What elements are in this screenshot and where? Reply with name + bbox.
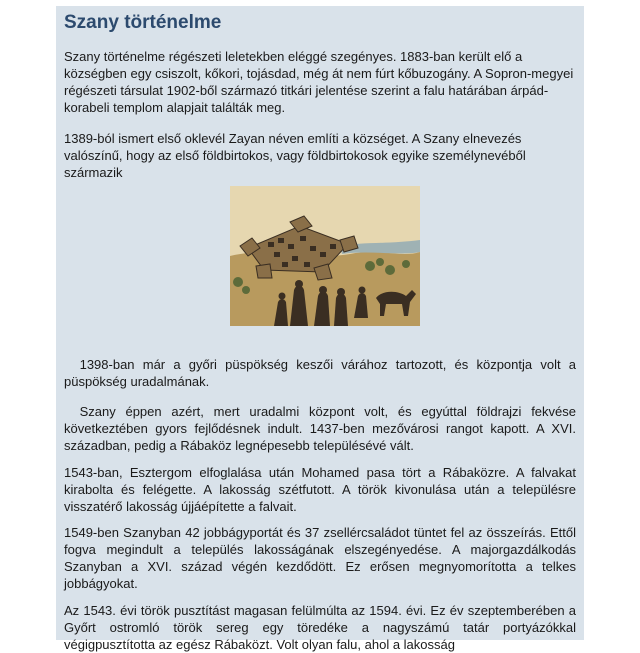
page-content <box>56 6 584 652</box>
paragraph-ottoman-raid-1543: 1543-ban, Esztergom elfoglalása után Mohamed pasa tört a Rábaközre. A falvakat kirabolta és felégette. A lakosság szétfutott. A török kivonulása után a településre visszatérő lakosság újjáépítette a falvait. <box>64 465 576 514</box>
page-title: Szany történelme <box>64 12 222 33</box>
paragraph-first-charter: 1389-ból ismert első oklevél Zayan néven említi a községet. A Szany elnevezés valószínű, hogy az első földbirtokos, vagy földbirtokosok egyike személynevéből származik <box>64 131 526 180</box>
paragraph-census-1549: 1549-ben Szanyban 42 jobbágyportát és 37 zsellércsaládot tüntet fel az összeírás. Ettől fogva megindult a település lakosságának elszegényedése. A majorgazdálkodás Szanyban a XVI. század végén kezdődött. Ez erősen megnyomorította a telkes jobbágyokat. <box>64 525 576 591</box>
paragraph-prehistory: Szany történelme régészeti leletekben eléggé szegényes. 1883-ban került elő a községben egy csiszolt, kőkori, tojásdad, még át nem fúrt kőbuzogány. A Sopron-megyei régészeti társulat 1902-ből származó titkári jelentése szerint a falu határában árpád-korabeli templom alapjait találták meg. <box>64 49 574 115</box>
paragraph-market-town: Szany éppen azért, mert uradalmi központ volt, és egyúttal földrajzi fekvése következtében gyors fejlődésnek indult. 1437-ben mezővárosi rangot kapott. A XVI. században, pedig a Rábaköz legnépesebb településévé vált. <box>64 404 576 453</box>
paragraph-devastation-1594: Az 1543. évi török pusztítást magasan felülmúlta az 1594. évi. Ez év szeptemberében a Győrt ostromló török sereg egy töredéke a nagyszámú tatár portyázókkal végigpusztította az egész Rábaközt. Volt olyan falu, ahol a lakosság <box>64 603 576 652</box>
paragraph-episcopal-estate: 1398-ban már a győri püspökség keszői várához tartozott, és központja volt a püspökség uradalmának. <box>64 357 576 389</box>
historical-engraving-image <box>230 186 420 326</box>
